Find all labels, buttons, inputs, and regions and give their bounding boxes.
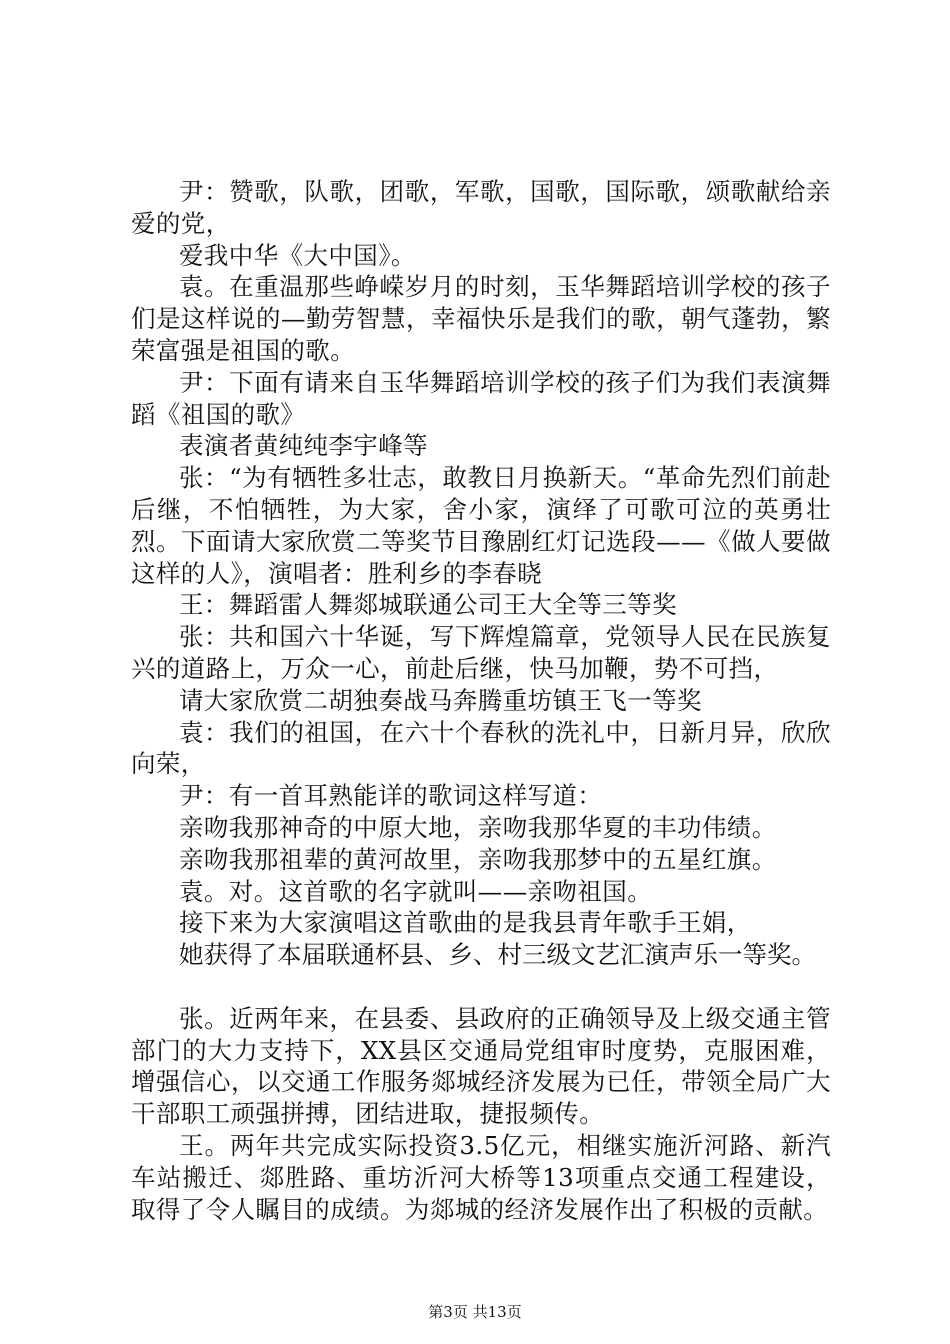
paragraph: 爱我中华《大中国》。 bbox=[179, 240, 416, 270]
paragraph: 张：共和国六十华诞，写下辉煌篇章，党领导人民在民族复兴的道路上，万众一心，前赴后继，快马加鞭，势不可挡， bbox=[131, 622, 831, 683]
document-body bbox=[131, 176, 831, 1225]
paragraph: 接下来为大家演唱这首歌曲的是我县青年歌手王娟， bbox=[179, 908, 752, 938]
paragraph: 请大家欣赏二胡独奏战马奔腾重坊镇王飞一等奖 bbox=[179, 685, 702, 715]
blank-line bbox=[131, 971, 831, 1003]
paragraph: 张：“为有牺牲多壮志，敢教日月换新天。“革命先烈们前赴后继，不怕牺牲，为大家，舍小家，演绎了可歌可泣的英勇壮烈。下面请大家欣赏二等奖节目豫剧红灯记选段——《做人要做这样的人》，演唱者：胜利乡的李春晓 bbox=[131, 463, 831, 588]
paragraph: 尹：有一首耳熟能详的歌词这样写道： bbox=[179, 781, 603, 811]
paragraph: 亲吻我那神奇的中原大地，亲吻我那华夏的丰功伟绩。 bbox=[179, 812, 777, 842]
paragraph: 袁。对。这首歌的名字就叫——亲吻祖国。 bbox=[179, 876, 653, 906]
page-footer: 第3页 共13页 bbox=[428, 1303, 522, 1321]
paragraph: 张。近两年来，在县委、县政府的正确领导及上级交通主管部门的大力支持下，XX县区交通局党组审时度势，克服困难，增强信心，以交通工作服务郯城经济发展为已任，带领全局广大干部职工顽强拼搏，团结进取，捷报频传。 bbox=[131, 1003, 831, 1129]
paragraph: 表演者黄纯纯李宇峰等 bbox=[179, 431, 428, 461]
paragraph: 她获得了本届联通杯县、乡、村三级文艺汇演声乐一等奖。 bbox=[179, 940, 816, 970]
paragraph: 亲吻我那祖辈的黄河故里，亲吻我那梦中的五星红旗。 bbox=[179, 844, 777, 874]
paragraph: 袁：我们的祖国，在六十个春秋的洗礼中，日新月异，欣欣向荣， bbox=[131, 717, 831, 779]
paragraph: 王。两年共完成实际投资3.5亿元，相继实施沂河路、新汽车站搬迁、郯胜路、重坊沂河大桥等13项重点交通工程建设，取得了令人瞩目的成绩。为郯城的经济发展作出了积极的贡献。 bbox=[131, 1130, 831, 1224]
paragraph: 尹：下面有请来自玉华舞蹈培训学校的孩子们为我们表演舞蹈《祖国的歌》 bbox=[131, 367, 831, 429]
paragraph: 袁。在重温那些峥嵘岁月的时刻，玉华舞蹈培训学校的孩子们是这样说的—勤劳智慧，幸福快乐是我们的歌，朝气蓬勃，繁荣富强是祖国的歌。 bbox=[131, 272, 831, 365]
paragraph: 尹：赞歌，队歌，团歌，军歌，国歌，国际歌，颂歌献给亲爱的党， bbox=[131, 177, 831, 238]
paragraph: 王：舞蹈雷人舞郯城联通公司王大全等三等奖 bbox=[179, 590, 677, 620]
